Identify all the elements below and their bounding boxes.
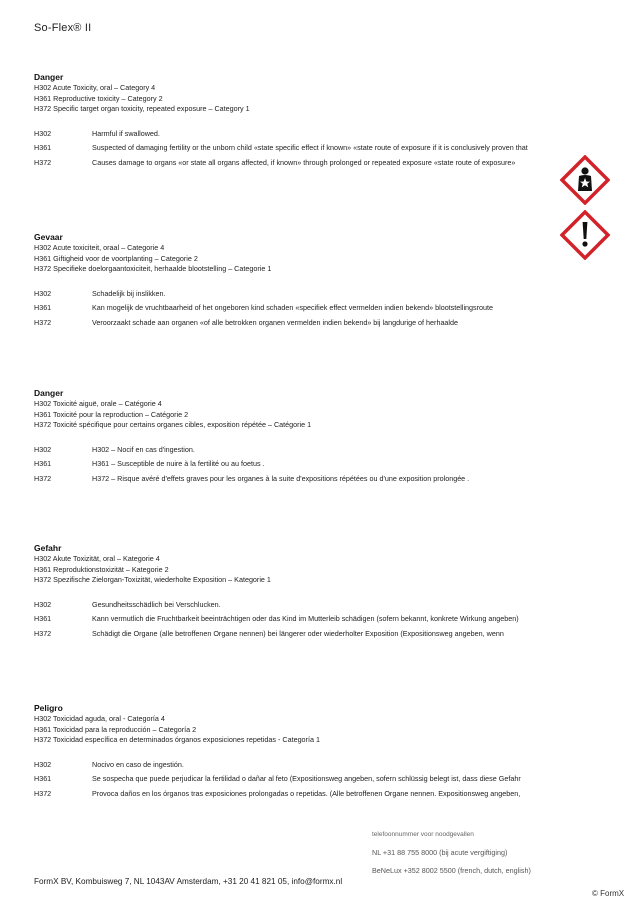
hazard-class: H302 Acute Toxicity, oral – Category 4 bbox=[34, 83, 156, 92]
emergency-line-nl: NL +31 88 755 8000 (bij acute vergiftiging) bbox=[372, 848, 508, 857]
hazard-code: H302 bbox=[34, 599, 52, 609]
hazard-statement-row bbox=[34, 472, 594, 487]
hazard-statement-row bbox=[34, 772, 594, 787]
hazard-text: Kan mogelijk de vruchtbaarheid of het ongeboren kind schaden «specifiek effect vermelden indien bekend» blootstellingsroute bbox=[92, 303, 494, 312]
hazard-text: Suspected of damaging fertility or the unborn child «state specific effect if known» «state route of exposure if it is conclusively proven that bbox=[92, 143, 528, 152]
hazard-code: H372 bbox=[34, 788, 52, 798]
hazard-code: H372 bbox=[34, 628, 52, 638]
signal-word: Gefahr bbox=[34, 543, 62, 553]
hazard-statement-row bbox=[34, 457, 594, 472]
hazard-text: Schädigt die Organe (alle betroffenen Organe nennen) bei längerer oder wiederholter Exposition (Expositionsweg angeben, wenn bbox=[92, 628, 504, 638]
hazard-code: H372 bbox=[34, 473, 52, 483]
hazard-text: Veroorzaakt schade aan organen «of alle betrokken organen vermelden indien bekend» bij langdurige of herhaalde bbox=[92, 317, 459, 327]
hazard-text: Gesundheitsschädlich bei Verschlucken. bbox=[92, 599, 221, 609]
hazard-class: H302 Akute Toxizität, oral – Kategorie 4 bbox=[34, 554, 160, 563]
ghs-pictograms bbox=[560, 155, 610, 260]
hazard-statement-row bbox=[34, 287, 594, 302]
emergency-line-benelux: BeNeLux +352 8002 5500 (french, dutch, english) bbox=[372, 866, 531, 875]
health-hazard-pictogram-icon bbox=[560, 155, 610, 205]
exclamation-pictogram-icon bbox=[560, 210, 610, 260]
hazard-text: Causes damage to organs «or state all organs affected, if known» through prolonged or repeated exposure «state route of exposure» bbox=[92, 157, 516, 167]
product-title: So-Flex® II bbox=[34, 22, 92, 34]
hazard-section-nl bbox=[34, 232, 594, 330]
hazard-statement-row bbox=[34, 612, 594, 627]
hazard-text: Schadelijk bij inslikken. bbox=[92, 288, 166, 298]
hazard-text: Kann vermutlich die Fruchtbarkeit beeinträchtigen oder das Kind im Mutterleib schädigen (sofern bekannt, konkrete Wirkung angeben) bbox=[92, 614, 519, 623]
hazard-code: H302 bbox=[34, 288, 52, 298]
hazard-text: H302 – Nocif en cas d'ingestion. bbox=[92, 444, 195, 454]
hazard-statement-row bbox=[34, 141, 594, 156]
hazard-statement-row bbox=[34, 787, 594, 802]
hazard-section-de bbox=[34, 543, 594, 641]
hazard-statement-row bbox=[34, 443, 594, 458]
hazard-section-es bbox=[34, 703, 594, 801]
hazard-statement-row bbox=[34, 301, 594, 316]
hazard-code: H361 bbox=[34, 303, 52, 312]
emergency-contact bbox=[372, 826, 531, 880]
hazard-section-en bbox=[34, 72, 594, 170]
hazard-code: H372 bbox=[34, 317, 52, 327]
hazard-code: H302 bbox=[34, 128, 52, 138]
hazard-section-fr bbox=[34, 388, 594, 486]
hazard-text: H361 – Susceptible de nuire à la fertilité ou au foetus . bbox=[92, 459, 265, 468]
hazard-statement-row bbox=[34, 598, 594, 613]
hazard-statement-row bbox=[34, 758, 594, 773]
signal-word: Gevaar bbox=[34, 232, 63, 242]
hazard-text: Nocivo en caso de ingestión. bbox=[92, 759, 184, 769]
hazard-class: H372 Toxicidad específica en determinados órganos exposiciones repetidas - Categoría 1 bbox=[34, 735, 320, 744]
hazard-class: H302 Toxicidad aguda, oral - Categoría 4 bbox=[34, 714, 165, 723]
hazard-class: H372 Spezifische Zielorgan-Toxizität, wiederholte Exposition – Kategorie 1 bbox=[34, 575, 271, 584]
hazard-code: H361 bbox=[34, 143, 52, 152]
hazard-code: H361 bbox=[34, 774, 52, 783]
hazard-statement-row bbox=[34, 316, 594, 331]
hazard-code: H302 bbox=[34, 444, 52, 454]
hazard-class: H361 Toxicidad para la reproducción – Categoría 2 bbox=[34, 724, 197, 734]
hazard-code: H361 bbox=[34, 614, 52, 623]
hazard-class: H302 Toxicité aiguë, orale – Catégorie 4 bbox=[34, 399, 162, 408]
hazard-statement-row bbox=[34, 127, 594, 142]
hazard-class: H372 Specific target organ toxicity, repeated exposure – Category 1 bbox=[34, 104, 250, 113]
signal-word: Danger bbox=[34, 72, 64, 82]
hazard-text: H372 – Risque avéré d'effets graves pour les organes à la suite d'expositions répétées ou d'une exposition prolongée . bbox=[92, 473, 470, 483]
hazard-class: H361 Reproduktionstoxizität – Kategorie 2 bbox=[34, 564, 169, 574]
hazard-class: H361 Reproductive toxicity – Category 2 bbox=[34, 93, 163, 103]
copyright: © FormX bbox=[592, 889, 625, 898]
hazard-text: Harmful if swallowed. bbox=[92, 128, 160, 138]
hazard-text: Provoca daños en los órganos tras exposiciones prolongadas o repetidas. (Alle betroffenen Organe nennen. Expositionsweg angeben, bbox=[92, 788, 521, 798]
footer-address: FormX BV, Kombuisweg 7, NL 1043AV Amsterdam, +31 20 41 821 05, info@formx.nl bbox=[34, 877, 343, 886]
hazard-class: H302 Acute toxiciteit, oraal – Categorie 4 bbox=[34, 243, 165, 252]
hazard-statement-row bbox=[34, 627, 594, 642]
hazard-code: H361 bbox=[34, 459, 52, 468]
signal-word: Peligro bbox=[34, 703, 63, 713]
hazard-class: H361 Giftigheid voor de voortplanting – Categorie 2 bbox=[34, 253, 198, 263]
hazard-statement-row bbox=[34, 156, 594, 171]
hazard-code: H372 bbox=[34, 157, 52, 167]
emergency-title: telefoonnummer voor noodgevallen bbox=[372, 831, 474, 838]
hazard-text: Se sospecha que puede perjudicar la fertilidad o dañar al feto (Expositionsweg angeben, sofern schlüssig belegt ist, dass diese Gefahr bbox=[92, 774, 521, 783]
hazard-class: H372 Specifieke doelorgaantoxiciteit, herhaalde blootstelling – Categorie 1 bbox=[34, 264, 272, 273]
signal-word: Danger bbox=[34, 388, 64, 398]
hazard-class: H372 Toxicité spécifique pour certains organes cibles, exposition répétée – Catégorie 1 bbox=[34, 420, 312, 429]
hazard-class: H361 Toxicité pour la reproduction – Catégorie 2 bbox=[34, 409, 189, 419]
hazard-code: H302 bbox=[34, 759, 52, 769]
